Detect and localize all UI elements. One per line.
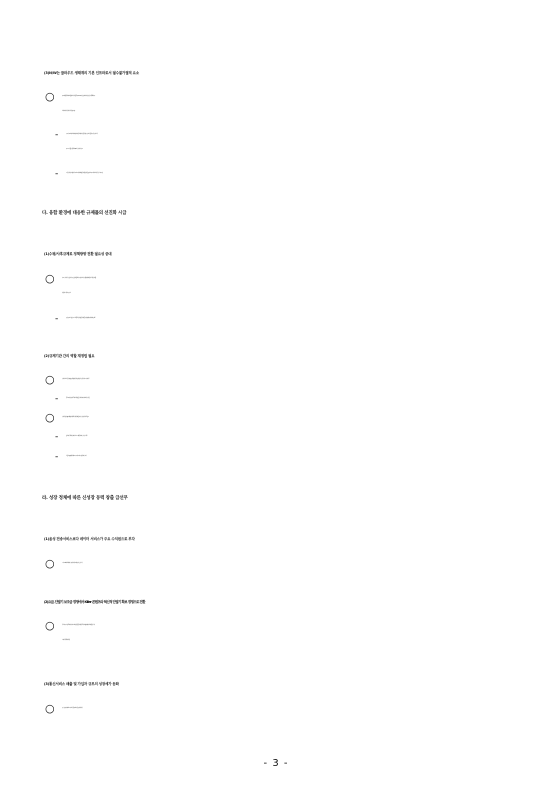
dash-item: - 통신시장 이중규제, 콘텐츠 정책을 둘러싼 정부부처간의 갈등 심화 (55, 393, 90, 404)
dash-bullet-icon: - (55, 393, 59, 404)
chapter-heading: 라. 성장 정체에 따른 신성장 동력 창출 급선무 (42, 496, 128, 501)
bullet-item: ○ N/W에 대한 투자와 진화/발전이 미진할 경우, Big Data 등의 공유와 처리가 불가능해져 클라우드 (45, 90, 96, 103)
circle-bullet-icon: ○ (45, 619, 55, 632)
dash-bullet-icon: - (55, 313, 59, 324)
bullet-item: ○ 규제기관 간 관할권 충돌로 정책 불확실성 증대 및 신규 융합서비스 등장 지연 (45, 373, 90, 386)
section-heading: (1)음성 전송서비스보다 데이터 서비스가 주요 수익원으로 부각 (44, 537, 135, 541)
page-number: - 3 - (263, 758, 289, 769)
dash-item: - 일반적인 협력의무와 사전 또는 사후 통지의무 규정 등 마련 (55, 431, 87, 442)
bullet-item: ○ 주요 국가에서는 동일서비스 동일규제를 원칙으로 하여, 진입규제를 대폭 완화하고 행위규제를 (45, 272, 96, 285)
dash-item: - 누구나 시간과 장소 제약 없이 다양한 디바이스를 통해 유무선 인터넷 접속이 가능하도록 (55, 129, 98, 140)
bullet-item: ○ 규제관할권 충돌 예방 및 사후 협력 내지 협의할 수 있는 절차 규정 마련 필요 (45, 411, 89, 424)
section-heading: (2)요금, 단말기 보조금 경쟁에서 Killer 콘텐츠와 혁신적 단말기 확보 경쟁으로 전환 (44, 600, 145, 604)
circle-bullet-icon: ○ (45, 557, 55, 570)
bullet-item: ○ 혁신적 UI 등 이용편의성이 강조된 단말기를 통한 다양한 콘텐츠애플리케이션에 대한 접근성 (45, 619, 95, 632)
dash-bullet-icon: - (55, 451, 59, 462)
dash-item: - 또한 동영상 등 대용량 실시간 트래픽의 원활한 처리를 위해 효율적인 N/W 운영과 관리 능력 등이 요구됨 (55, 168, 103, 179)
dash-bullet-icon: - (55, 431, 59, 442)
bullet-continuation: 산업자체가 성립되기 어려울 수 있음 (62, 111, 76, 112)
bullet-continuation: 강화하는 방향으로 추진 (62, 293, 71, 294)
bullet-item: ○ 유무선 음성시장, 초고속 인터넷 시장의 포화로 성장 정체 (45, 702, 83, 715)
dash-bullet-icon: - (55, 168, 59, 179)
section-heading: (3)N/W는 클라우드 생태계의 기본 인프라로서 필수불가결적 요소 (44, 71, 139, 75)
dash-bullet-icon: - (55, 129, 59, 140)
dash-item: - 관할권 충돌 이후 협의요구, 시정조치 요구 및 협의 등 보장 (55, 451, 87, 462)
dash-continuation: N/W 고도화를 위한 투자 촉진이 무엇보다 중요 (66, 149, 83, 150)
circle-bullet-icon: ○ (45, 272, 55, 285)
section-heading: (3)통신서비스 매출 및 가입자 규모의 성장세가 둔화 (44, 682, 119, 686)
section-heading: (2)규제기관 간의 역할 재정립 필요 (44, 354, 95, 358)
circle-bullet-icon: ○ (45, 373, 55, 386)
bullet-item: ○ 스마트폰 확산에 따라 무선 데이터 수익 비중이 증가 추세 (45, 557, 83, 570)
section-nw (0, 66, 552, 81)
circle-bullet-icon: ○ (45, 702, 55, 715)
section-heading: (1)수평/사후규제로 정책방향 전환 필요성 증대 (44, 252, 112, 256)
bullet-continuation: 보장이 경쟁력의 핵심 (62, 640, 70, 641)
circle-bullet-icon: ○ (45, 411, 55, 424)
chapter-heading: 다. 융합 환경에 대응한 규제틀의 선진화 시급 (42, 211, 127, 216)
circle-bullet-icon: ○ (45, 90, 55, 103)
dash-item: - 유럽은 ’03년, 일본은 ’04년에 통신법 개정을 통해 수평규제 및 사후규제 체제로 전환 (55, 313, 96, 324)
